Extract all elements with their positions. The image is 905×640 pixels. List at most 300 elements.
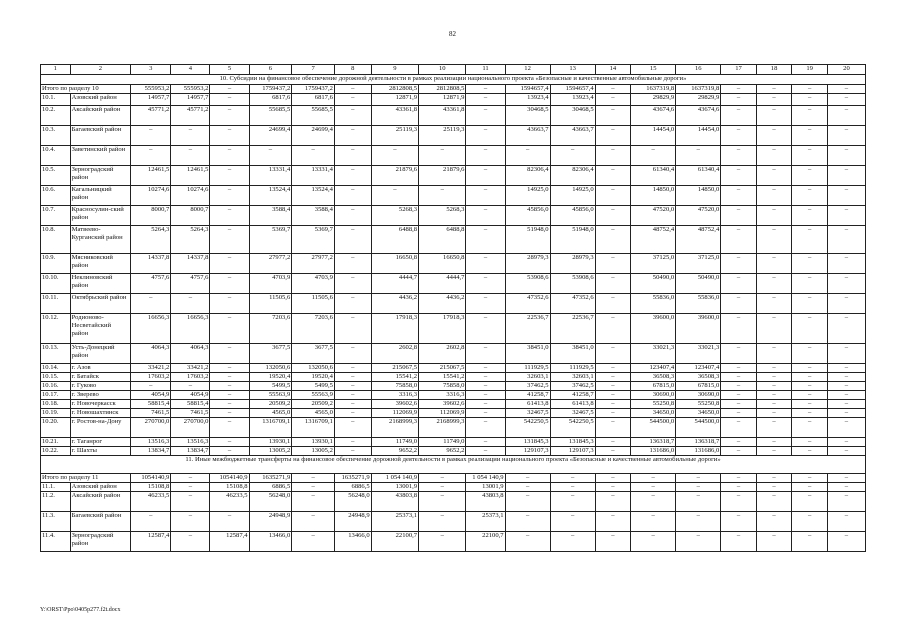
total-value-cell: 1054140,9 <box>131 474 171 483</box>
value-cell: – <box>721 438 757 447</box>
table-row <box>41 391 866 400</box>
value-cell: – <box>466 344 505 364</box>
total-value-cell: – <box>827 85 865 94</box>
value-cell: 4565,0 <box>249 409 292 418</box>
municipality-name: г. Ростов-на-Дону <box>70 418 130 438</box>
value-cell: – <box>595 344 631 364</box>
table-row <box>41 532 866 552</box>
column-number-cell: 11 <box>466 65 505 75</box>
value-cell: – <box>292 492 335 512</box>
value-cell: 6488,8 <box>419 226 466 254</box>
value-cell: – <box>210 94 249 106</box>
value-cell: 131686,0 <box>676 447 721 456</box>
value-cell: 29829,9 <box>631 94 676 106</box>
value-cell: 32603,1 <box>550 373 595 382</box>
value-cell: – <box>756 314 792 344</box>
value-cell: – <box>827 409 865 418</box>
footer-file-path: Y:\ORST\Ppo\0405p277.f2t.docx <box>40 607 121 613</box>
value-cell: – <box>792 438 828 447</box>
value-cell: 5268,3 <box>419 206 466 226</box>
value-cell: 53908,6 <box>505 274 550 294</box>
page-number: 82 <box>449 30 456 38</box>
value-cell: 33021,3 <box>631 344 676 364</box>
value-cell: – <box>210 364 249 373</box>
value-cell: 45771,2 <box>171 106 210 126</box>
value-cell: – <box>292 146 335 166</box>
section-title-row <box>41 75 866 85</box>
value-cell: – <box>595 206 631 226</box>
value-cell: 111929,5 <box>505 364 550 373</box>
municipality-name: Зерноградский район <box>70 166 130 186</box>
value-cell: – <box>371 186 418 206</box>
value-cell: 14850,0 <box>631 186 676 206</box>
value-cell: – <box>595 447 631 456</box>
municipality-name: Кагальницкий район <box>70 186 130 206</box>
value-cell: 12587,4 <box>131 532 171 552</box>
value-cell: 46233,5 <box>131 492 171 512</box>
value-cell: – <box>550 483 595 492</box>
table-row <box>41 364 866 373</box>
value-cell: – <box>334 364 371 373</box>
column-number-cell: 5 <box>210 65 249 75</box>
value-cell: – <box>756 391 792 400</box>
value-cell: – <box>595 106 631 126</box>
row-number: 11.1. <box>41 483 71 492</box>
value-cell: – <box>827 418 865 438</box>
total-value-cell: 1635271,9 <box>334 474 371 483</box>
value-cell: 4436,2 <box>371 294 418 314</box>
value-cell: 13834,7 <box>171 447 210 456</box>
value-cell: – <box>550 146 595 166</box>
value-cell: – <box>721 254 757 274</box>
value-cell: – <box>334 274 371 294</box>
value-cell: 13923,4 <box>550 94 595 106</box>
table-row <box>41 492 866 512</box>
value-cell: 14957,7 <box>171 94 210 106</box>
value-cell: – <box>721 274 757 294</box>
value-cell: – <box>756 532 792 552</box>
value-cell: 1316709,1 <box>292 418 335 438</box>
value-cell: 67815,0 <box>676 382 721 391</box>
total-value-cell: 1054140,9 <box>210 474 249 483</box>
value-cell: 50490,0 <box>631 274 676 294</box>
value-cell: 55250,8 <box>631 400 676 409</box>
value-cell: – <box>371 146 418 166</box>
municipality-name: г. Таганрог <box>70 438 130 447</box>
value-cell: – <box>792 409 828 418</box>
value-cell: 2168999,3 <box>371 418 418 438</box>
column-number-cell: 9 <box>371 65 418 75</box>
value-cell: – <box>756 409 792 418</box>
value-cell: – <box>595 314 631 344</box>
table-row <box>41 226 866 254</box>
value-cell: 14337,8 <box>131 254 171 274</box>
value-cell: – <box>721 409 757 418</box>
table-row <box>41 274 866 294</box>
value-cell: – <box>466 400 505 409</box>
value-cell: – <box>249 146 292 166</box>
value-cell: – <box>210 447 249 456</box>
value-cell: – <box>792 373 828 382</box>
value-cell: – <box>466 186 505 206</box>
value-cell: – <box>210 373 249 382</box>
row-number: 10.21. <box>41 438 71 447</box>
value-cell: 55685,5 <box>292 106 335 126</box>
value-cell: – <box>334 314 371 344</box>
value-cell: 43674,6 <box>676 106 721 126</box>
value-cell: – <box>721 126 757 146</box>
value-cell: – <box>210 226 249 254</box>
value-cell: 51948,0 <box>505 226 550 254</box>
value-cell: 32467,5 <box>505 409 550 418</box>
column-number-cell: 7 <box>292 65 335 75</box>
value-cell: 131845,3 <box>505 438 550 447</box>
value-cell: 17603,2 <box>171 373 210 382</box>
value-cell: – <box>721 447 757 456</box>
value-cell: 61340,4 <box>631 166 676 186</box>
table-row <box>41 94 866 106</box>
value-cell: 67815,0 <box>631 382 676 391</box>
row-number: 11.2. <box>41 492 71 512</box>
value-cell: 22100,7 <box>371 532 418 552</box>
value-cell: – <box>171 512 210 532</box>
value-cell: – <box>210 382 249 391</box>
value-cell: – <box>466 314 505 344</box>
value-cell: 45771,2 <box>131 106 171 126</box>
value-cell: – <box>210 254 249 274</box>
value-cell: 132050,6 <box>249 364 292 373</box>
value-cell: 13331,4 <box>292 166 335 186</box>
value-cell: 123407,4 <box>631 364 676 373</box>
value-cell: – <box>756 106 792 126</box>
value-cell: 45856,0 <box>550 206 595 226</box>
row-number: 10.11. <box>41 294 71 314</box>
value-cell: – <box>721 483 757 492</box>
value-cell: – <box>721 492 757 512</box>
value-cell: – <box>792 314 828 344</box>
municipality-name: Зерноградский район <box>70 532 130 552</box>
value-cell: 4703,9 <box>249 274 292 294</box>
value-cell: 9652,2 <box>419 447 466 456</box>
total-value-cell: – <box>792 85 828 94</box>
value-cell: – <box>721 166 757 186</box>
value-cell: 215067,5 <box>371 364 418 373</box>
value-cell: 29829,9 <box>676 94 721 106</box>
total-value-cell: 1594657,4 <box>550 85 595 94</box>
value-cell: – <box>756 400 792 409</box>
municipality-name: Заветинский район <box>70 146 130 166</box>
value-cell: 15108,8 <box>210 483 249 492</box>
value-cell: – <box>721 186 757 206</box>
value-cell: 24948,9 <box>249 512 292 532</box>
value-cell: 61413,8 <box>505 400 550 409</box>
value-cell: 33021,3 <box>676 344 721 364</box>
total-value-cell: – <box>631 474 676 483</box>
value-cell: – <box>210 106 249 126</box>
value-cell: 24699,4 <box>292 126 335 146</box>
value-cell: – <box>792 254 828 274</box>
value-cell: – <box>595 126 631 146</box>
total-label: Итого по разделу 10 <box>41 85 131 94</box>
value-cell: – <box>419 483 466 492</box>
column-number-cell: 16 <box>676 65 721 75</box>
table-row <box>41 512 866 532</box>
column-number-cell: 6 <box>249 65 292 75</box>
value-cell: 37125,0 <box>631 254 676 274</box>
value-cell: – <box>595 274 631 294</box>
value-cell: 30468,5 <box>505 106 550 126</box>
value-cell: 5264,3 <box>171 226 210 254</box>
value-cell: – <box>792 126 828 146</box>
value-cell: – <box>756 344 792 364</box>
value-cell: 21879,6 <box>371 166 418 186</box>
table-row <box>41 166 866 186</box>
value-cell: – <box>334 226 371 254</box>
value-cell: – <box>756 206 792 226</box>
value-cell: – <box>131 294 171 314</box>
value-cell: 542250,5 <box>550 418 595 438</box>
value-cell: 5369,7 <box>249 226 292 254</box>
value-cell: – <box>827 186 865 206</box>
value-cell: 10274,6 <box>171 186 210 206</box>
value-cell: – <box>505 532 550 552</box>
value-cell: – <box>334 106 371 126</box>
value-cell: – <box>792 146 828 166</box>
value-cell: 46233,5 <box>210 492 249 512</box>
total-value-cell: 1635271,9 <box>249 474 292 483</box>
total-value-cell: – <box>334 85 371 94</box>
value-cell: 19520,4 <box>249 373 292 382</box>
value-cell: – <box>210 186 249 206</box>
value-cell: 13466,0 <box>334 532 371 552</box>
value-cell: 11749,0 <box>419 438 466 447</box>
row-number: 10.14. <box>41 364 71 373</box>
value-cell: – <box>334 373 371 382</box>
value-cell: 16656,3 <box>131 314 171 344</box>
value-cell: 14925,0 <box>505 186 550 206</box>
value-cell: – <box>756 186 792 206</box>
value-cell: – <box>827 106 865 126</box>
value-cell: – <box>466 447 505 456</box>
value-cell: – <box>595 409 631 418</box>
value-cell: 47520,0 <box>631 206 676 226</box>
value-cell: 13001,9 <box>371 483 418 492</box>
column-number-row <box>41 65 866 75</box>
table-row <box>41 382 866 391</box>
value-cell: – <box>466 373 505 382</box>
value-cell: 112069,9 <box>419 409 466 418</box>
table-row <box>41 206 866 226</box>
value-cell: – <box>334 126 371 146</box>
table-row <box>41 106 866 126</box>
value-cell: 270700,0 <box>131 418 171 438</box>
value-cell: 131845,3 <box>550 438 595 447</box>
value-cell: – <box>721 532 757 552</box>
value-cell: 3316,3 <box>371 391 418 400</box>
value-cell: 20509,2 <box>249 400 292 409</box>
value-cell: – <box>466 409 505 418</box>
value-cell: 16656,3 <box>171 314 210 344</box>
value-cell: – <box>419 532 466 552</box>
value-cell: – <box>419 492 466 512</box>
value-cell: 75858,0 <box>371 382 418 391</box>
value-cell: 123407,4 <box>676 364 721 373</box>
municipality-name: Усть-Донецкий район <box>70 344 130 364</box>
value-cell: – <box>292 512 335 532</box>
value-cell: 43663,7 <box>505 126 550 146</box>
value-cell: – <box>334 206 371 226</box>
value-cell: 136318,7 <box>631 438 676 447</box>
value-cell: – <box>631 512 676 532</box>
value-cell: 4444,7 <box>419 274 466 294</box>
table-row <box>41 409 866 418</box>
section-total-row <box>41 474 866 483</box>
value-cell: 17918,3 <box>419 314 466 344</box>
value-cell: – <box>466 226 505 254</box>
column-number-cell: 19 <box>792 65 828 75</box>
total-value-cell: 1637319,8 <box>631 85 676 94</box>
row-number: 10.19. <box>41 409 71 418</box>
total-value-cell: – <box>595 85 631 94</box>
value-cell: 13516,3 <box>171 438 210 447</box>
value-cell: 3588,4 <box>249 206 292 226</box>
value-cell: – <box>466 364 505 373</box>
municipality-name: Багаевский район <box>70 126 130 146</box>
total-value-cell: – <box>676 474 721 483</box>
value-cell: – <box>721 226 757 254</box>
value-cell: – <box>827 483 865 492</box>
value-cell: 55836,0 <box>676 294 721 314</box>
value-cell: – <box>505 492 550 512</box>
value-cell: – <box>792 512 828 532</box>
value-cell: – <box>466 418 505 438</box>
value-cell: 12461,5 <box>171 166 210 186</box>
value-cell: 8000,7 <box>131 206 171 226</box>
municipality-name: г. Новошахтинск <box>70 409 130 418</box>
value-cell: 48752,4 <box>631 226 676 254</box>
value-cell: 33421,2 <box>131 364 171 373</box>
table-row <box>41 373 866 382</box>
value-cell: – <box>334 438 371 447</box>
value-cell: – <box>171 382 210 391</box>
total-value-cell: 2812808,5 <box>419 85 466 94</box>
value-cell: – <box>756 274 792 294</box>
value-cell: – <box>827 274 865 294</box>
value-cell: – <box>334 409 371 418</box>
value-cell: – <box>827 94 865 106</box>
value-cell: 4436,2 <box>419 294 466 314</box>
row-number: 10.7. <box>41 206 71 226</box>
value-cell: 7461,5 <box>171 409 210 418</box>
value-cell: – <box>631 492 676 512</box>
total-value-cell: 1 054 140,9 <box>466 474 505 483</box>
value-cell: – <box>334 254 371 274</box>
table-row <box>41 447 866 456</box>
column-number-cell: 17 <box>721 65 757 75</box>
value-cell: – <box>756 146 792 166</box>
value-cell: 20509,2 <box>292 400 335 409</box>
value-cell: 3677,5 <box>292 344 335 364</box>
value-cell: 10274,6 <box>131 186 171 206</box>
value-cell: – <box>792 391 828 400</box>
value-cell: – <box>721 146 757 166</box>
value-cell: – <box>721 344 757 364</box>
value-cell: 17918,3 <box>371 314 418 344</box>
value-cell: 30690,0 <box>631 391 676 400</box>
municipality-name: г. Батайск <box>70 373 130 382</box>
municipality-name: Октябрьский район <box>70 294 130 314</box>
value-cell: – <box>827 314 865 344</box>
value-cell: 36508,3 <box>676 373 721 382</box>
value-cell: – <box>827 492 865 512</box>
table-row <box>41 126 866 146</box>
value-cell: – <box>827 146 865 166</box>
value-cell: 4565,0 <box>292 409 335 418</box>
municipality-name: Багаевский район <box>70 512 130 532</box>
column-number-cell: 20 <box>827 65 865 75</box>
value-cell: – <box>595 166 631 186</box>
row-number: 10.13. <box>41 344 71 364</box>
value-cell: – <box>171 492 210 512</box>
municipality-name: Неклиновский район <box>70 274 130 294</box>
value-cell: 61340,4 <box>676 166 721 186</box>
value-cell: 43803,8 <box>371 492 418 512</box>
value-cell: 112069,9 <box>371 409 418 418</box>
value-cell: 13001,9 <box>466 483 505 492</box>
value-cell: – <box>792 382 828 391</box>
value-cell: 43674,6 <box>631 106 676 126</box>
value-cell: 15108,8 <box>131 483 171 492</box>
total-value-cell: 1594657,4 <box>505 85 550 94</box>
value-cell: – <box>827 254 865 274</box>
municipality-name: Азовский район <box>70 483 130 492</box>
value-cell: – <box>721 400 757 409</box>
value-cell: 25119,3 <box>419 126 466 146</box>
value-cell: 13331,4 <box>249 166 292 186</box>
value-cell: 8000,7 <box>171 206 210 226</box>
value-cell: – <box>210 391 249 400</box>
value-cell: – <box>334 447 371 456</box>
value-cell: – <box>721 294 757 314</box>
row-number: 10.12. <box>41 314 71 344</box>
value-cell: – <box>210 418 249 438</box>
value-cell: 5369,7 <box>292 226 335 254</box>
value-cell: – <box>595 146 631 166</box>
value-cell: – <box>334 418 371 438</box>
value-cell: 32603,1 <box>505 373 550 382</box>
row-number: 10.4. <box>41 146 71 166</box>
value-cell: 131686,0 <box>631 447 676 456</box>
value-cell: 4064,3 <box>171 344 210 364</box>
value-cell: – <box>676 492 721 512</box>
value-cell: – <box>792 418 828 438</box>
value-cell: 27977,2 <box>249 254 292 274</box>
value-cell: – <box>756 226 792 254</box>
value-cell: 13930,1 <box>249 438 292 447</box>
value-cell: 13923,4 <box>505 94 550 106</box>
value-cell: 39600,0 <box>676 314 721 344</box>
value-cell: 56248,0 <box>249 492 292 512</box>
value-cell: – <box>756 254 792 274</box>
value-cell: – <box>595 492 631 512</box>
value-cell: – <box>550 492 595 512</box>
table-row <box>41 344 866 364</box>
value-cell: – <box>827 294 865 314</box>
value-cell: 3677,5 <box>249 344 292 364</box>
value-cell: 14454,0 <box>631 126 676 146</box>
value-cell: 11749,0 <box>371 438 418 447</box>
value-cell: 15541,2 <box>419 373 466 382</box>
